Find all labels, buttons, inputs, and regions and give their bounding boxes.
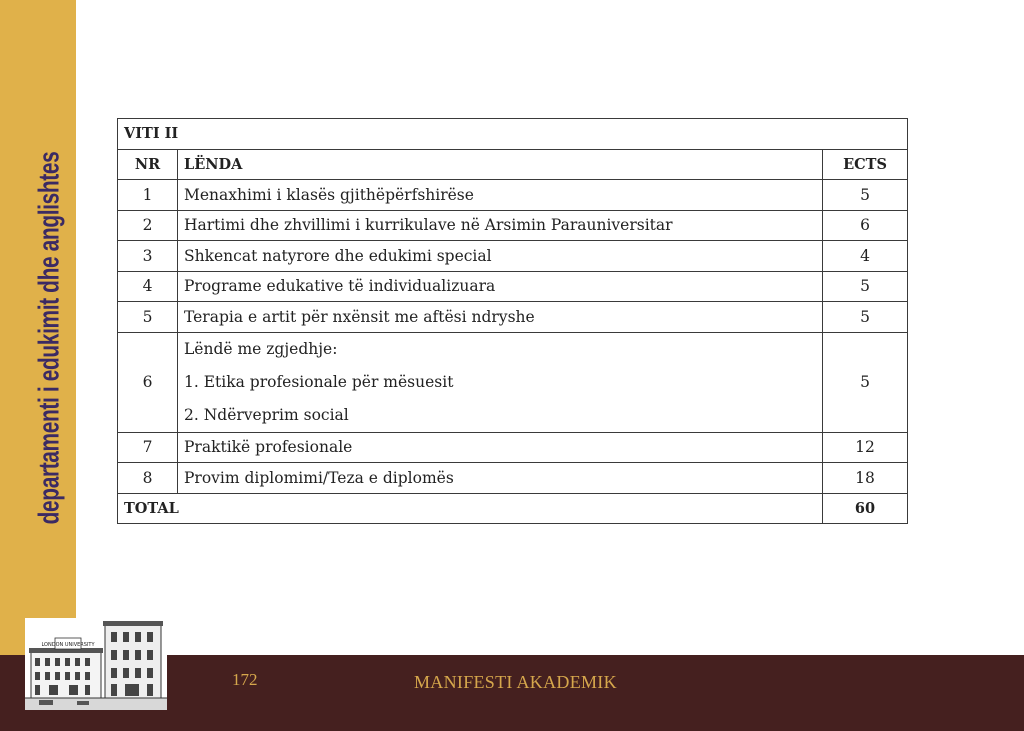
row-subject: Praktikë profesionale (178, 432, 823, 463)
total-row (118, 493, 908, 524)
svg-text:LONDON UNIVERSITY: LONDON UNIVERSITY (41, 642, 95, 648)
row-ects: 5 (823, 271, 908, 302)
row-ects: 4 (823, 241, 908, 272)
row-subject: Hartimi dhe zhvillimi i kurrikulave në Arsimin Parauniversitar (178, 210, 823, 241)
table-row (118, 241, 908, 272)
row-nr: 7 (118, 432, 178, 463)
row-subject: Provim diplomimi/Teza e diplomës (178, 463, 823, 494)
row-nr: 2 (118, 210, 178, 241)
table-row (118, 302, 908, 333)
row-nr: 5 (118, 302, 178, 333)
row-nr: 6 (118, 332, 178, 432)
row-ects: 12 (823, 432, 908, 463)
total-value: 60 (823, 493, 908, 524)
row-subject-electives (178, 332, 823, 432)
row-ects: 5 (823, 302, 908, 333)
row-ects: 6 (823, 210, 908, 241)
table-row (118, 180, 908, 211)
row-subject: Programe edukative të individualizuara (178, 271, 823, 302)
row-subject: Terapia e artit për nxënsit me aftësi ndryshe (178, 302, 823, 333)
header-row (118, 149, 908, 180)
sidebar-band (0, 0, 76, 655)
header-subject: LËNDA (178, 149, 823, 180)
university-building-icon (25, 618, 167, 710)
row-nr: 1 (118, 180, 178, 211)
page-number: 172 (232, 670, 258, 689)
row-nr: 8 (118, 463, 178, 494)
curriculum-table (117, 118, 908, 524)
row-ects: 18 (823, 463, 908, 494)
row-subject: Menaxhimi i klasës gjithëpërfshirëse (178, 180, 823, 211)
year-row (118, 119, 908, 150)
footer-title: MANIFESTI AKADEMIK (414, 672, 617, 692)
elective-heading: Lëndë me zgjedhje: (184, 339, 338, 358)
header-ects: ECTS (823, 149, 908, 180)
table-row-elective (118, 332, 908, 432)
table-row (118, 463, 908, 494)
row-nr: 4 (118, 271, 178, 302)
row-ects: 5 (823, 332, 908, 432)
row-nr: 3 (118, 241, 178, 272)
elective-option: 1. Etika profesionale për mësuesit (184, 372, 454, 391)
table-row (118, 432, 908, 463)
year-label: VITI II (118, 119, 908, 150)
table-row (118, 271, 908, 302)
elective-option: 2. Ndërveprim social (184, 405, 349, 424)
table-row (118, 210, 908, 241)
header-nr: NR (118, 149, 178, 180)
department-name: departamenti i edukimit dhe anglishtes (33, 151, 66, 525)
row-subject: Shkencat natyrore dhe edukimi special (178, 241, 823, 272)
row-ects: 5 (823, 180, 908, 211)
total-label: TOTAL (118, 493, 823, 524)
